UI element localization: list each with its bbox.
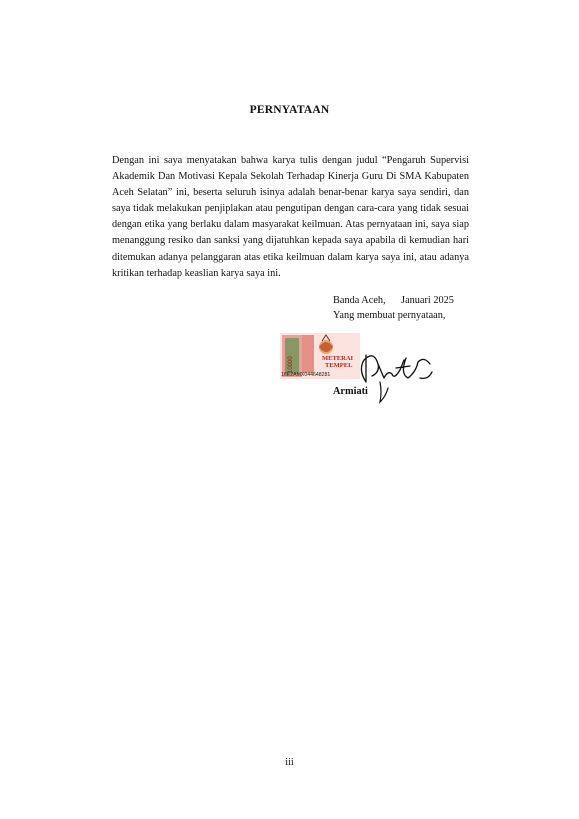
stamp-label-top: METERAI xyxy=(322,355,354,362)
stamp-value: 10000 xyxy=(288,356,294,373)
stamp-label-bottom: TEMPEL xyxy=(325,362,353,369)
page-number: iii xyxy=(285,757,294,768)
maker-label: Yang membuat pernyataan, xyxy=(333,310,446,321)
page-title: PERNYATAAN xyxy=(249,104,330,116)
stamp-serial: 16E2AMX044648281 xyxy=(281,372,331,378)
statement-paragraph: Dengan ini saya menyatakan bahwa karya tulis dengan judul “Pengaruh Supervisi Akademik Dan Motivasi Kepala Sekolah Terhadap Kinerja Guru Di SMA Kabupaten Aceh Selatan” ini, beserta seluruh isinya adalah benar-benar karya saya sendiri, dan saya tidak melakukan penjiplakan atau pengutipan dengan cara-cara yang tidak sesuai dengan etika yang berlaku dalam masyarakat keilmuan. Atas pernyataan ini, saya siap menanggung resiko dan sanksi yang dijatuhkan kepada saya apabila di kemudian hari ditemukan adanya pelanggaran atas etika keilmuan dalam karya saya ini, atau adanya kritikan terhadap keaslian karya saya ini. xyxy=(112,155,469,279)
signer-name: Armiati xyxy=(333,386,368,397)
place-date: Banda Aceh, Januari 2025 xyxy=(333,295,454,306)
